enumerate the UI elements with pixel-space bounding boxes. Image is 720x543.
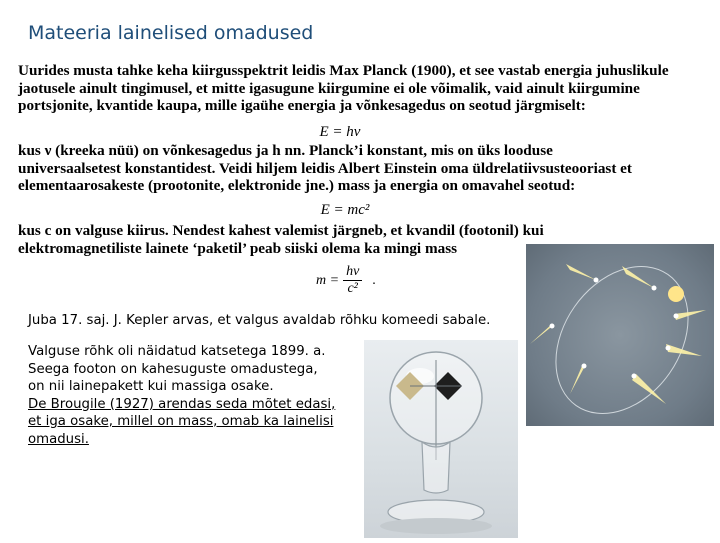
text-line: elementaarosakestе (prootonite, elektronide jne.) mass ja energia on omavahel seotud:	[18, 177, 576, 195]
kepler-text: Juba 17. saj. J. Kepler arvas, et valgus avaldab rõhku komeedi sabale.	[28, 313, 491, 328]
formula-einstein: E = mc²	[320, 202, 370, 218]
formula-planck: E = hν	[319, 124, 361, 140]
text-line: elektromagnetiliste lainete ‘paketil’ peab siiski olema ka mingi mass	[18, 239, 458, 257]
light-pressure-paragraph	[28, 343, 368, 448]
formula-photon-mass	[316, 264, 376, 297]
photon-mass-paragraph	[18, 222, 548, 257]
formula-lhs: m =	[316, 272, 340, 288]
formula-fraction	[343, 264, 362, 297]
text-line: on nii lainepakett kui massiga osake.	[28, 379, 274, 394]
einstein-paragraph	[18, 142, 704, 195]
formula-numerator: hν	[343, 264, 362, 281]
text-line: kus ν (kreeka nüü) on võnkesagedus ja h nn. Planck’i konstant, mis on üks loodusе	[18, 142, 553, 159]
text-line: universaalsetest konstantidest. Veidi hiljem leidis Albert Einstein oma üldrelatiivsusteooriast et	[18, 159, 632, 177]
text-line: Valguse rõhk oli näidatud katsetega 1899. a.	[28, 344, 326, 359]
text-line: omadusi.	[28, 431, 89, 447]
text-line: jaotusele ainult tingimusel, et mitte igasugune kiirgumine ei ole võimalik, vaid ainult kiirgumine	[18, 79, 640, 97]
comet-orbit-photo	[526, 244, 714, 426]
text-line: De Brougile (1927) arendas seda mõtet edasi,	[28, 396, 336, 412]
text-line: Uurides musta tahke keha kiirgusspektrit leidis Max Planck (1900), et see vastab energia juhuslikule	[18, 62, 669, 79]
text-line: et iga osake, millel on mass, omab ka lainelisi	[28, 414, 334, 429]
comet-orbit-illustration	[526, 244, 714, 426]
radiometer-photo	[364, 340, 518, 538]
formula-denominator: c²	[347, 281, 358, 296]
radiometer-illustration	[364, 340, 518, 538]
planck-paragraph	[18, 62, 704, 115]
formula-trail: .	[372, 272, 376, 288]
text-line: portsjonite, kvantide kaupa, mille igaühe energia ja võnkesagedus on seotud järgmiselt:	[18, 97, 586, 115]
text-line: Seega footon on kahesuguste omadustega,	[28, 361, 318, 377]
page-title: Mateeria lainelised omadused	[28, 22, 314, 44]
text-line: kus c on valguse kiirus. Nendest kahest valemist järgneb, et kvandil (footonil) kui	[18, 222, 544, 239]
